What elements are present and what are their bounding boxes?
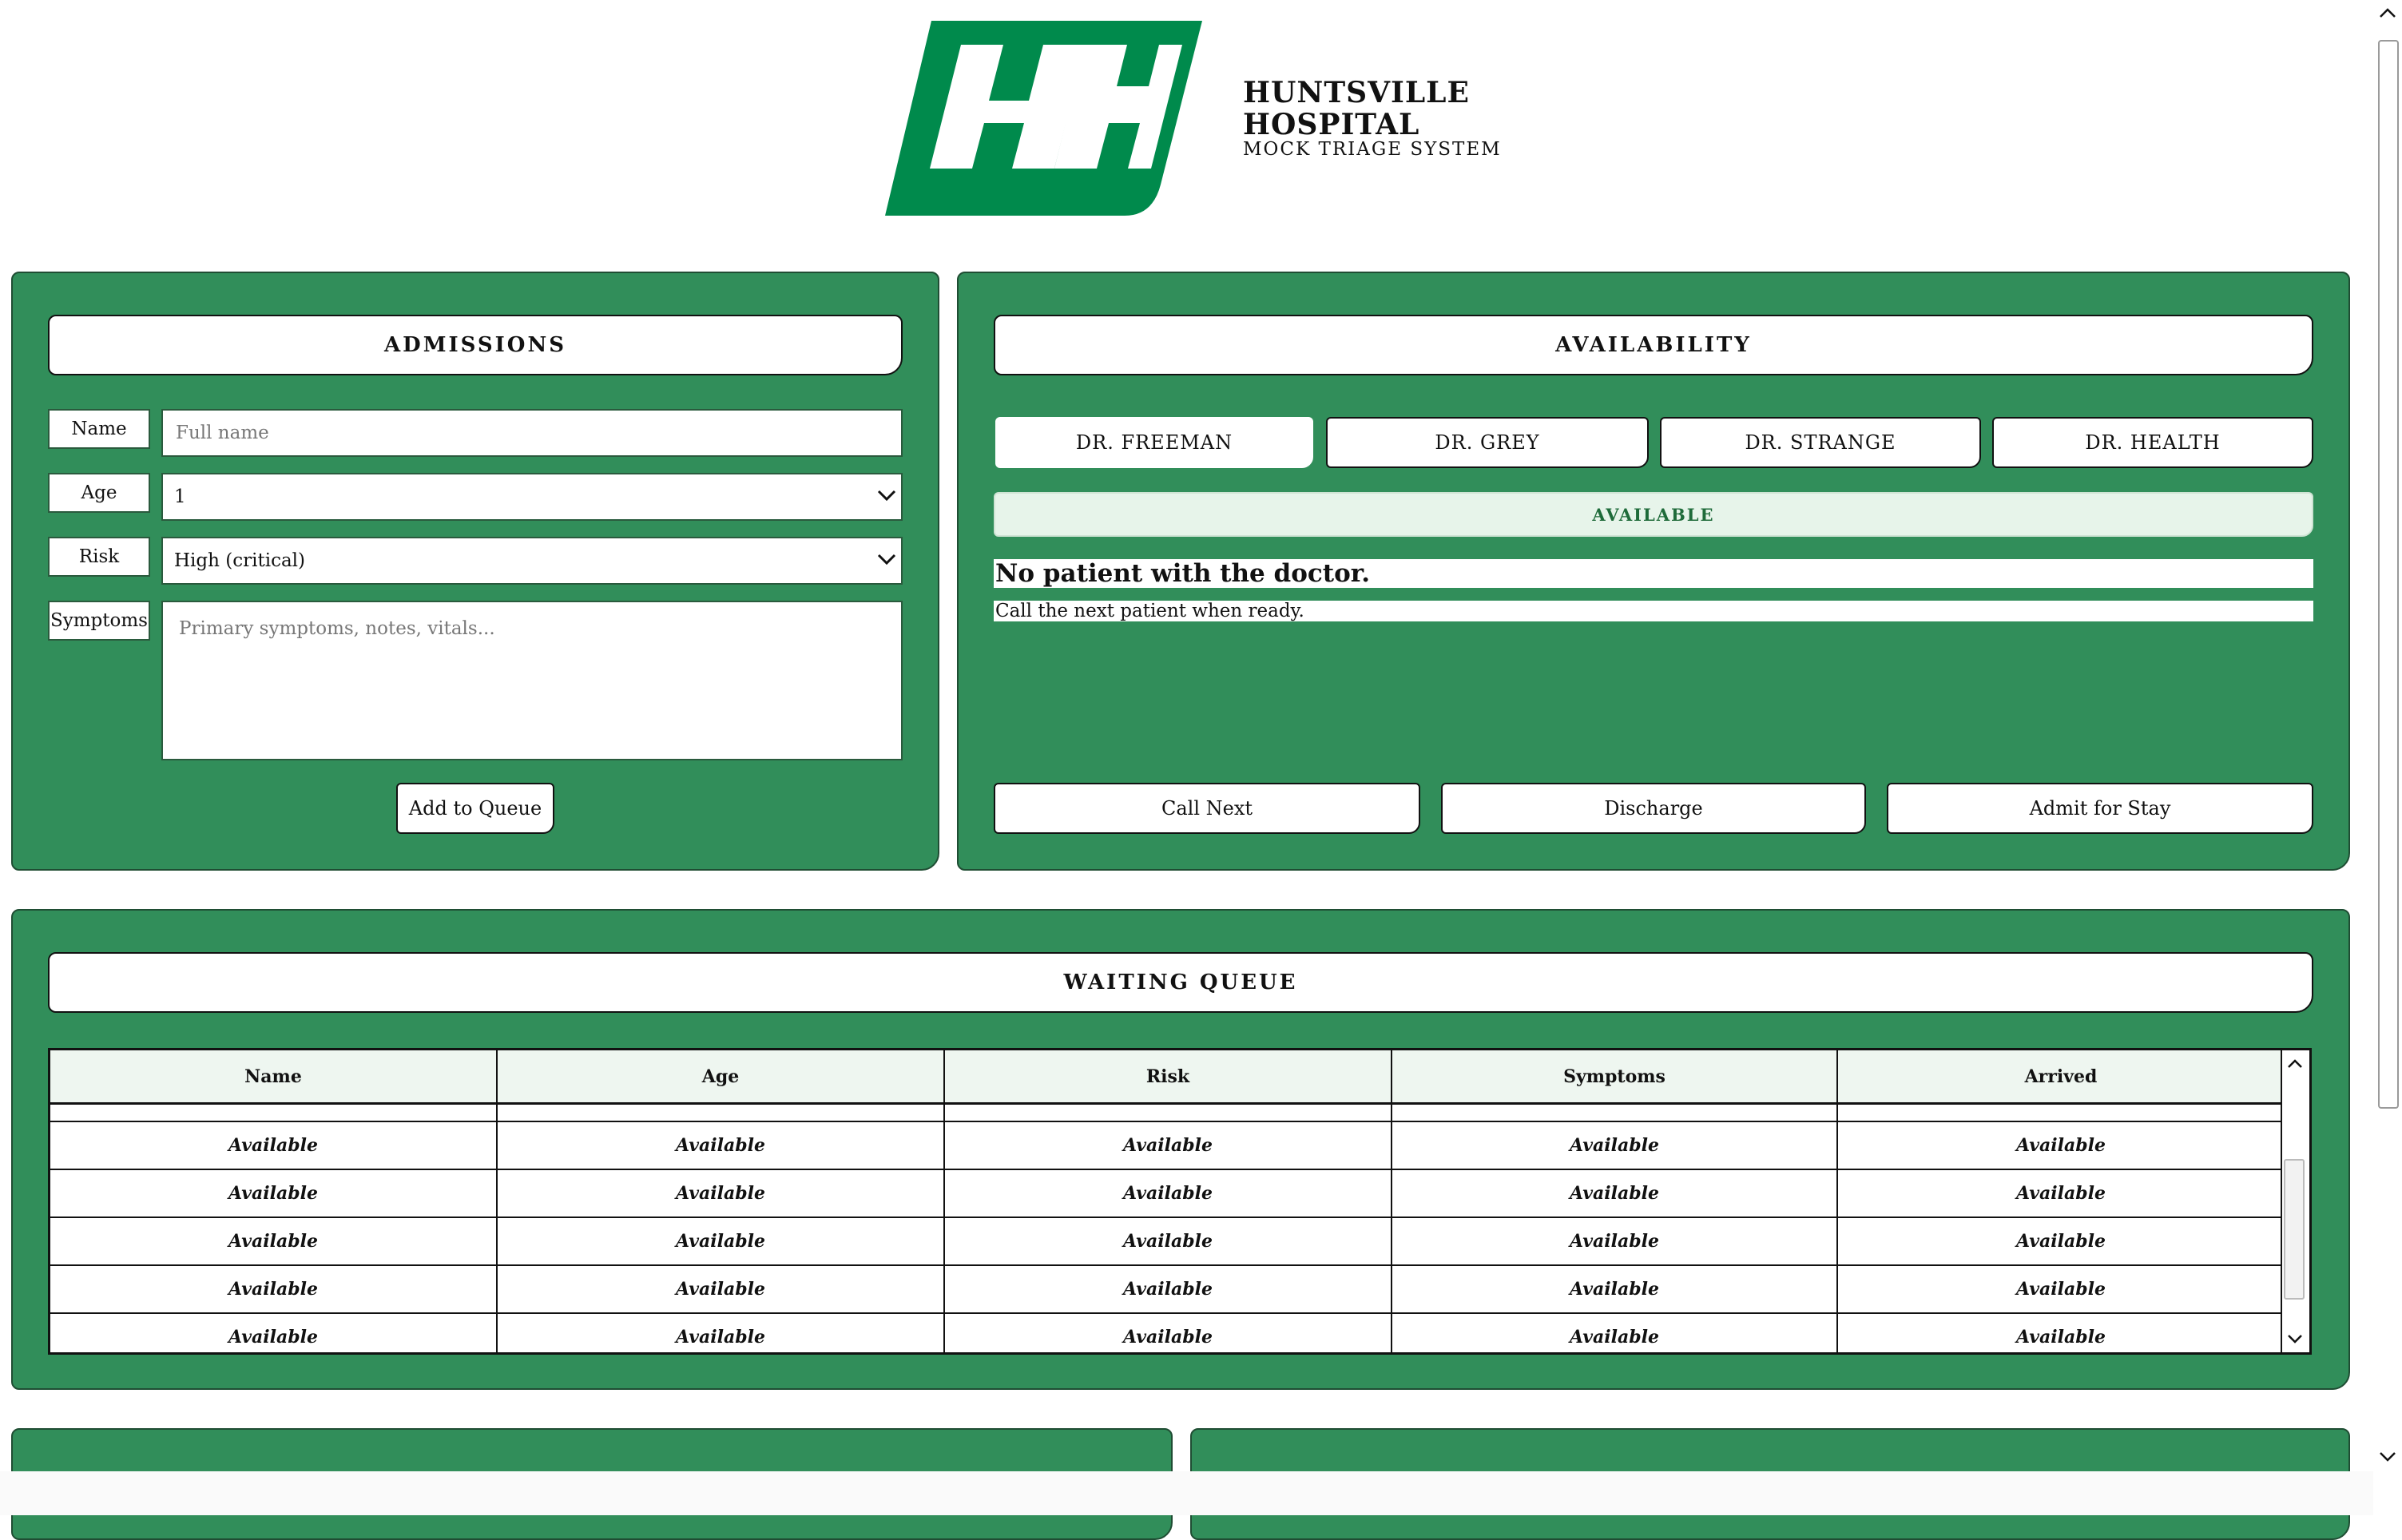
cell-arrived: Available <box>1838 1218 2285 1266</box>
cell-arrived: Available <box>1838 1314 2285 1355</box>
doctor-status-badge: AVAILABLE <box>994 492 2313 537</box>
risk-select[interactable] <box>161 537 903 585</box>
page-scroll-thumb[interactable] <box>2378 40 2399 1109</box>
cell-name: Available <box>50 1122 498 1170</box>
age-select-value: 1 <box>174 486 186 507</box>
symptoms-textarea[interactable] <box>161 601 903 760</box>
chevron-down-icon <box>875 484 898 506</box>
tab-dr-health[interactable]: DR. HEALTH <box>1992 417 2313 468</box>
table-scroll-thumb[interactable] <box>2284 1159 2305 1300</box>
column-header-arrived: Arrived <box>1838 1050 2285 1105</box>
table-scrollbar[interactable] <box>2281 1050 2309 1352</box>
cell-symptoms: Available <box>1392 1266 1838 1314</box>
page-scrollbar[interactable] <box>2373 0 2402 1515</box>
cell-name: Available <box>50 1218 498 1266</box>
column-header-risk: Risk <box>945 1050 1392 1105</box>
table-row[interactable] <box>50 1170 2285 1218</box>
cell-age: Available <box>498 1314 945 1355</box>
brand-subtitle: MOCK TRIAGE SYSTEM <box>1243 139 1502 160</box>
cell-name: Available <box>50 1170 498 1218</box>
cell-age: Available <box>498 1170 945 1218</box>
cell-symptoms: Available <box>1392 1218 1838 1266</box>
cell-arrived: Available <box>1838 1266 2285 1314</box>
cell-symptoms: Available <box>1392 1122 1838 1170</box>
scroll-up-icon[interactable] <box>2376 2 2400 26</box>
cell-symptoms: Available <box>1392 1170 1838 1218</box>
waiting-queue-title: WAITING QUEUE <box>48 952 2313 1013</box>
age-select[interactable] <box>161 473 903 521</box>
column-header-age: Age <box>498 1050 945 1105</box>
name-label: Name <box>48 409 150 449</box>
scroll-down-icon[interactable] <box>2283 1327 2307 1351</box>
scroll-down-icon[interactable] <box>2376 1444 2400 1468</box>
cell-risk: Available <box>945 1314 1392 1355</box>
cell-risk: Available <box>945 1170 1392 1218</box>
table-row[interactable] <box>50 1122 2285 1170</box>
call-next-button[interactable]: Call Next <box>994 783 1420 834</box>
page-bottom-edge <box>0 1471 2373 1515</box>
table-row[interactable] <box>50 1218 2285 1266</box>
table-header-row <box>50 1050 2285 1105</box>
cell-risk: Available <box>945 1122 1392 1170</box>
cell-age: Available <box>498 1122 945 1170</box>
cell-symptoms: Available <box>1392 1314 1838 1355</box>
table-row[interactable] <box>50 1314 2285 1355</box>
cell-arrived: Available <box>1838 1170 2285 1218</box>
brand-name-line1: HUNTSVILLE <box>1243 76 1470 109</box>
tab-dr-grey[interactable]: DR. GREY <box>1326 417 1649 468</box>
risk-label: Risk <box>48 537 150 577</box>
cell-age: Available <box>498 1218 945 1266</box>
column-header-name: Name <box>50 1050 498 1105</box>
symptoms-label: Symptoms <box>48 601 150 641</box>
add-to-queue-button[interactable]: Add to Queue <box>396 783 554 834</box>
patient-status-subtext: Call the next patient when ready. <box>994 601 2313 621</box>
admissions-title: ADMISSIONS <box>48 315 903 375</box>
table-row[interactable] <box>50 1266 2285 1314</box>
name-input[interactable] <box>161 409 903 457</box>
table-row <box>50 1105 2285 1122</box>
tab-dr-freeman[interactable]: DR. FREEMAN <box>995 417 1313 468</box>
brand-name-line2: HOSPITAL <box>1243 108 1420 141</box>
tab-dr-strange[interactable]: DR. STRANGE <box>1660 417 1981 468</box>
chevron-down-icon <box>875 548 898 570</box>
cell-risk: Available <box>945 1218 1392 1266</box>
availability-title: AVAILABILITY <box>994 315 2313 375</box>
discharge-button[interactable]: Discharge <box>1441 783 1866 834</box>
cell-risk: Available <box>945 1266 1392 1314</box>
cell-name: Available <box>50 1266 498 1314</box>
column-header-symptoms: Symptoms <box>1392 1050 1838 1105</box>
risk-select-value: High (critical) <box>174 550 305 571</box>
waiting-queue-table <box>48 1048 2312 1355</box>
cell-name: Available <box>50 1314 498 1355</box>
cell-arrived: Available <box>1838 1122 2285 1170</box>
scroll-up-icon[interactable] <box>2283 1052 2307 1076</box>
patient-status-heading: No patient with the doctor. <box>994 559 2313 588</box>
admit-for-stay-button[interactable]: Admit for Stay <box>1887 783 2313 834</box>
age-label: Age <box>48 473 150 513</box>
cell-age: Available <box>498 1266 945 1314</box>
huntsville-hospital-logo <box>885 21 1202 216</box>
